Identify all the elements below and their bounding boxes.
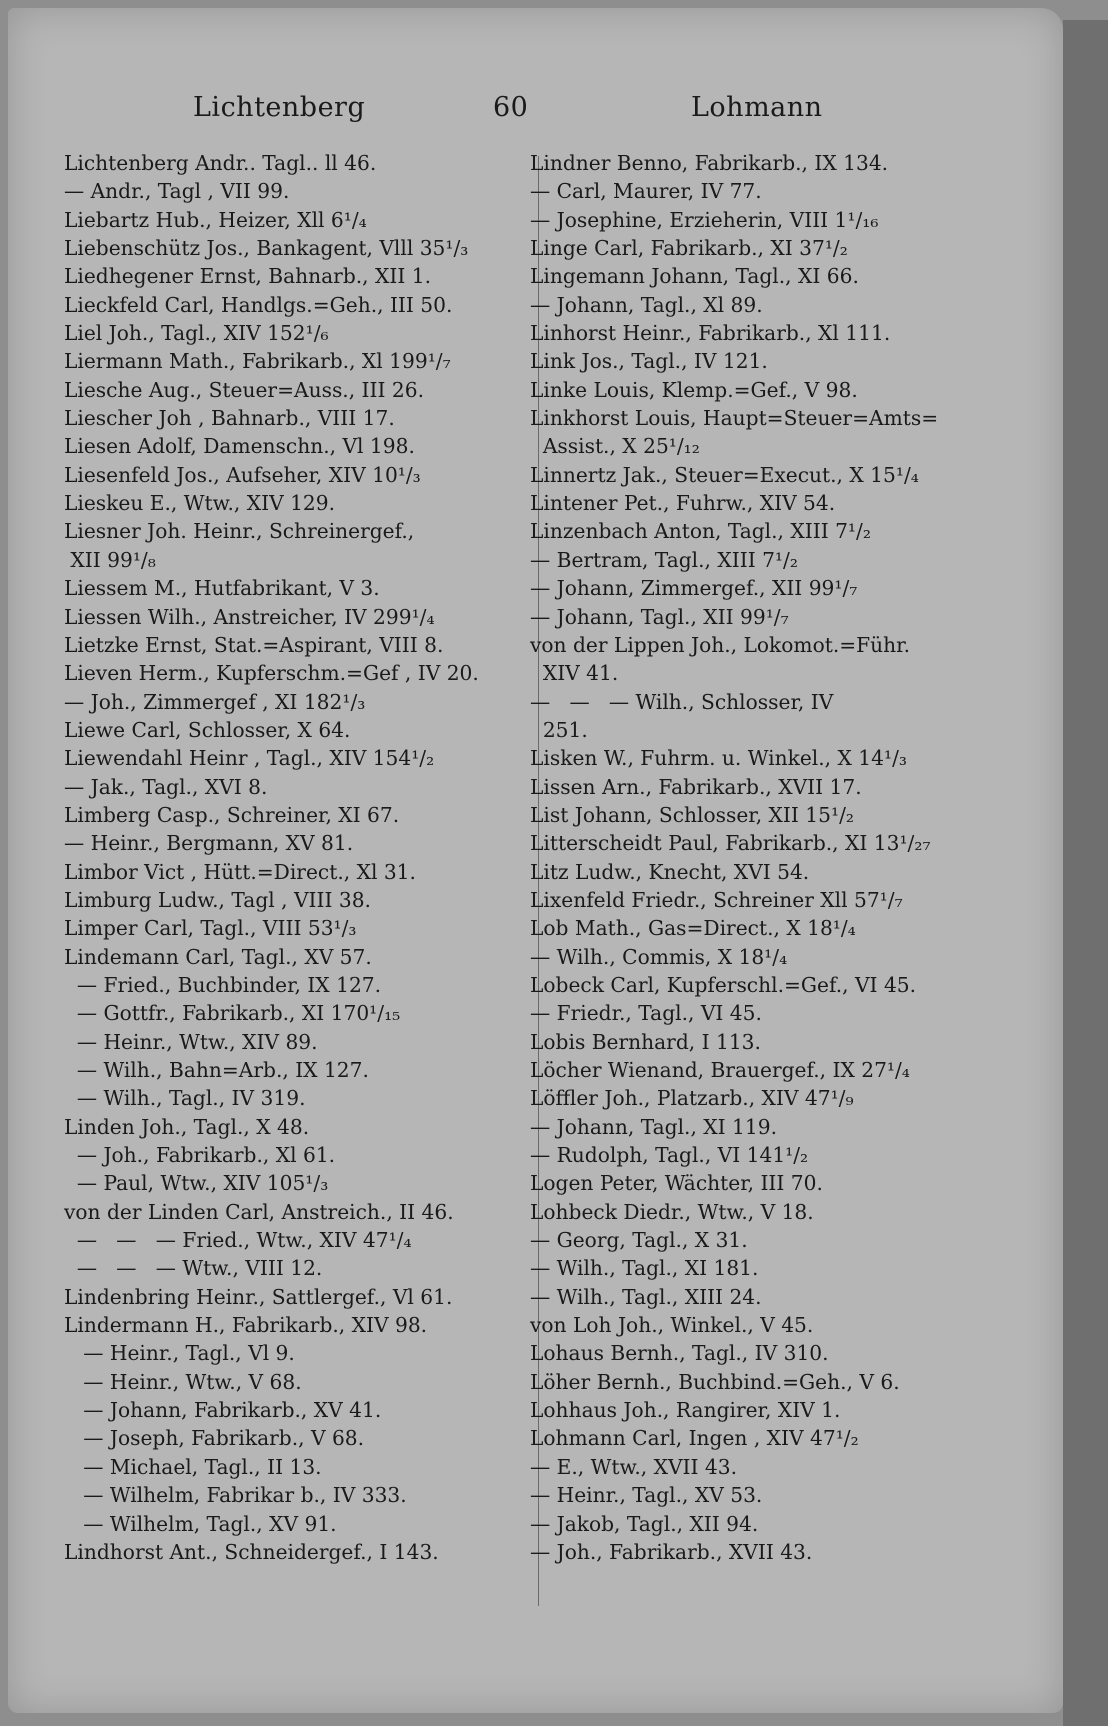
directory-entry: Lob Math., Gas=Direct., X 18¹/₄ [530,916,856,941]
directory-entry: Liewendahl Heinr , Tagl., XIV 154¹/₂ [64,746,435,771]
directory-entry: — Heinr., Wtw., XIV 89. [64,1029,318,1054]
directory-entry: Lintener Pet., Fuhrw., XIV 54. [530,491,836,516]
directory-entry: — Wilhelm, Fabrikar b., IV 333. [64,1483,407,1508]
directory-entry: Lindermann H., Fabrikarb., XIV 98. [64,1313,428,1338]
directory-entry: — Joh., Zimmergef , XI 182¹/₃ [64,689,366,714]
directory-entry: Linge Carl, Fabrikarb., XI 37¹/₂ [530,236,848,261]
directory-entry: — Bertram, Tagl., XIII 7¹/₂ [530,547,798,572]
directory-entry: — Wilh., Tagl., XI 181. [530,1256,759,1281]
directory-entry: Litterscheidt Paul, Fabrikarb., XI 13¹/₂₇ [530,831,931,856]
directory-entry: Linden Joh., Tagl., X 48. [64,1114,310,1139]
directory-entry: — Friedr., Tagl., VI 45. [530,1001,762,1026]
directory-entry: — Joh., Fabrikarb., Xl 61. [64,1143,336,1168]
page-header [8,88,1063,128]
directory-entry: Limper Carl, Tagl., VIII 53¹/₃ [64,916,357,941]
directory-entry: — Heinr., Wtw., V 68. [64,1369,302,1394]
directory-entry: — Josephine, Erzieherin, VIII 1¹/₁₆ [530,207,879,232]
directory-entry: Litz Ludw., Knecht, XVI 54. [530,859,810,884]
left-column [64,149,532,1566]
directory-entry: — Heinr., Tagl., XV 53. [530,1483,763,1508]
directory-entry: Liewe Carl, Schlosser, X 64. [64,717,351,742]
directory-entry: — Wilh., Bahn=Arb., IX 127. [64,1058,369,1082]
directory-entry: — E., Wtw., XVII 43. [530,1454,738,1479]
directory-entry: Liesen Adolf, Damenschn., Vl 198. [64,434,415,459]
directory-entry: Liermann Math., Fabrikarb., Xl 199¹/₇ [64,349,451,374]
directory-entry: — Georg, Tagl., X 31. [530,1228,748,1253]
directory-entry: von der Lippen Joh., Lokomot.=Führ. [530,632,911,657]
right-column [530,149,970,1566]
directory-entry: List Johann, Schlosser, XII 15¹/₂ [530,802,854,827]
directory-entry: Linnertz Jak., Steuer=Execut., X 15¹/₄ [530,462,919,487]
directory-entry: — Wilh., Tagl., XIII 24. [530,1284,762,1309]
directory-entry: XIV 41. [530,661,619,686]
directory-entry: Liessen Wilh., Anstreicher, IV 299¹/₄ [64,604,435,629]
directory-entry: — Joseph, Fabrikarb., V 68. [64,1426,365,1451]
directory-entry: — Andr., Tagl , VII 99. [64,179,290,204]
directory-entry: Lohhaus Joh., Rangirer, XIV 1. [530,1398,841,1423]
directory-entry: — Wilhelm, Tagl., XV 91. [64,1511,337,1536]
directory-entry: Löher Bernh., Buchbind.=Geh., V 6. [530,1369,900,1394]
directory-entry: von Loh Joh., Winkel., V 45. [530,1313,814,1338]
directory-entry: Lieskeu E., Wtw., XIV 129. [64,491,336,516]
directory-entry: Liescher Joh , Bahnarb., VIII 17. [64,406,395,431]
directory-entry: Löcher Wienand, Brauergef., IX 27¹/₄ [530,1058,910,1082]
directory-entry: Liedhegener Ernst, Bahnarb., XII 1. [64,264,431,289]
directory-entry: Limbor Vict , Hütt.=Direct., Xl 31. [64,859,416,884]
directory-entry: Lobeck Carl, Kupferschl.=Gef., VI 45. [530,972,917,997]
directory-entry: Liel Joh., Tagl., XIV 152¹/₆ [64,321,329,346]
directory-entry: Lindenbring Heinr., Sattlergef., Vl 61. [64,1284,453,1309]
directory-entry: Linzenbach Anton, Tagl., XIII 7¹/₂ [530,519,871,544]
directory-entry: Liebartz Hub., Heizer, Xll 6¹/₄ [64,207,367,232]
directory-entry: — Johann, Tagl., Xl 89. [530,292,763,317]
directory-entry: — Heinr., Bergmann, XV 81. [64,831,354,856]
directory-entry: Lieckfeld Carl, Handlgs.=Geh., III 50. [64,292,453,317]
directory-entry: Limberg Casp., Schreiner, XI 67. [64,802,400,827]
directory-entry: Linkhorst Louis, Haupt=Steuer=Amts= [530,406,939,431]
directory-entry: — Johann, Fabrikarb., XV 41. [64,1398,382,1423]
directory-entry: — Joh., Fabrikarb., XVII 43. [530,1539,813,1564]
directory-entry: Lindhorst Ant., Schneidergef., I 143. [64,1539,439,1564]
directory-entry: Liesner Joh. Heinr., Schreinergef., [64,519,415,544]
directory-entry: Lieven Herm., Kupferschm.=Gef , IV 20. [64,661,479,686]
directory-entry: — Gottfr., Fabrikarb., XI 170¹/₁₅ [64,1001,401,1026]
directory-entry: — Carl, Maurer, IV 77. [530,179,762,204]
directory-entry: 251. [530,717,588,742]
directory-entry: Liesenfeld Jos., Aufseher, XIV 10¹/₃ [64,462,421,487]
directory-entry: Lobis Bernhard, I 113. [530,1029,761,1054]
directory-entry: Lohbeck Diedr., Wtw., V 18. [530,1199,814,1224]
directory-entry: Limburg Ludw., Tagl , VIII 38. [64,887,371,912]
directory-entry: — Jakob, Tagl., XII 94. [530,1511,759,1536]
directory-entry: — Wilh., Tagl., IV 319. [64,1086,306,1111]
directory-entry: — — — Wilh., Schlosser, IV [530,689,834,714]
directory-entry: Linhorst Heinr., Fabrikarb., Xl 111. [530,321,891,346]
directory-entry: Lindemann Carl, Tagl., XV 57. [64,944,372,969]
directory-entry: — Michael, Tagl., II 13. [64,1454,322,1479]
book-page [8,8,1063,1713]
page-edge-shadow [1063,20,1108,1726]
directory-entry: — — — Fried., Wtw., XIV 47¹/₄ [64,1228,412,1253]
header-right-word: Lohmann [691,92,823,123]
directory-entry: Lissen Arn., Fabrikarb., XVII 17. [530,774,862,799]
page-number: 60 [493,92,529,123]
directory-entry: Lohmann Carl, Ingen , XIV 47¹/₂ [530,1426,859,1451]
directory-entry: — Fried., Buchbinder, IX 127. [64,972,382,997]
directory-entry: XII 99¹/₈ [64,547,156,572]
directory-entry: — Jak., Tagl., XVI 8. [64,774,268,799]
directory-entry: Liebenschütz Jos., Bankagent, Vlll 35¹/₃ [64,236,469,261]
header-left-word: Lichtenberg [193,92,366,123]
directory-entry: — Heinr., Tagl., Vl 9. [64,1341,295,1366]
directory-entry: — Paul, Wtw., XIV 105¹/₃ [64,1171,329,1196]
directory-entry: — — — Wtw., VIII 12. [64,1256,323,1281]
directory-entry: Lietzke Ernst, Stat.=Aspirant, VIII 8. [64,632,444,657]
directory-entry: von der Linden Carl, Anstreich., II 46. [64,1199,454,1224]
directory-entry: Lisken W., Fuhrm. u. Winkel., X 14¹/₃ [530,746,907,771]
directory-entry: — Wilh., Commis, X 18¹/₄ [530,944,788,969]
directory-entry: Assist., X 25¹/₁₂ [530,434,700,459]
directory-entry: Lixenfeld Friedr., Schreiner Xll 57¹/₇ [530,887,903,912]
directory-entry: — Johann, Zimmergef., XII 99¹/₇ [530,576,858,601]
directory-entry: — Rudolph, Tagl., VI 141¹/₂ [530,1143,809,1168]
directory-entry: Lingemann Johann, Tagl., XI 66. [530,264,859,289]
directory-entry: Lichtenberg Andr.. Tagl.. ll 46. [64,151,377,175]
directory-entry: Löffler Joh., Platzarb., XIV 47¹/₉ [530,1086,854,1111]
directory-entry: Liessem M., Hutfabrikant, V 3. [64,576,380,601]
directory-entry: Lindner Benno, Fabrikarb., IX 134. [530,151,889,175]
directory-entry: — Johann, Tagl., XII 99¹/₇ [530,604,789,629]
directory-entry: Linke Louis, Klemp.=Gef., V 98. [530,377,858,402]
directory-entry: Link Jos., Tagl., IV 121. [530,349,768,374]
directory-entry: — Johann, Tagl., XI 119. [530,1114,778,1139]
directory-entry: Lohaus Bernh., Tagl., IV 310. [530,1341,829,1366]
directory-entry: Logen Peter, Wächter, III 70. [530,1171,823,1196]
directory-entry: Liesche Aug., Steuer=Auss., III 26. [64,377,424,402]
